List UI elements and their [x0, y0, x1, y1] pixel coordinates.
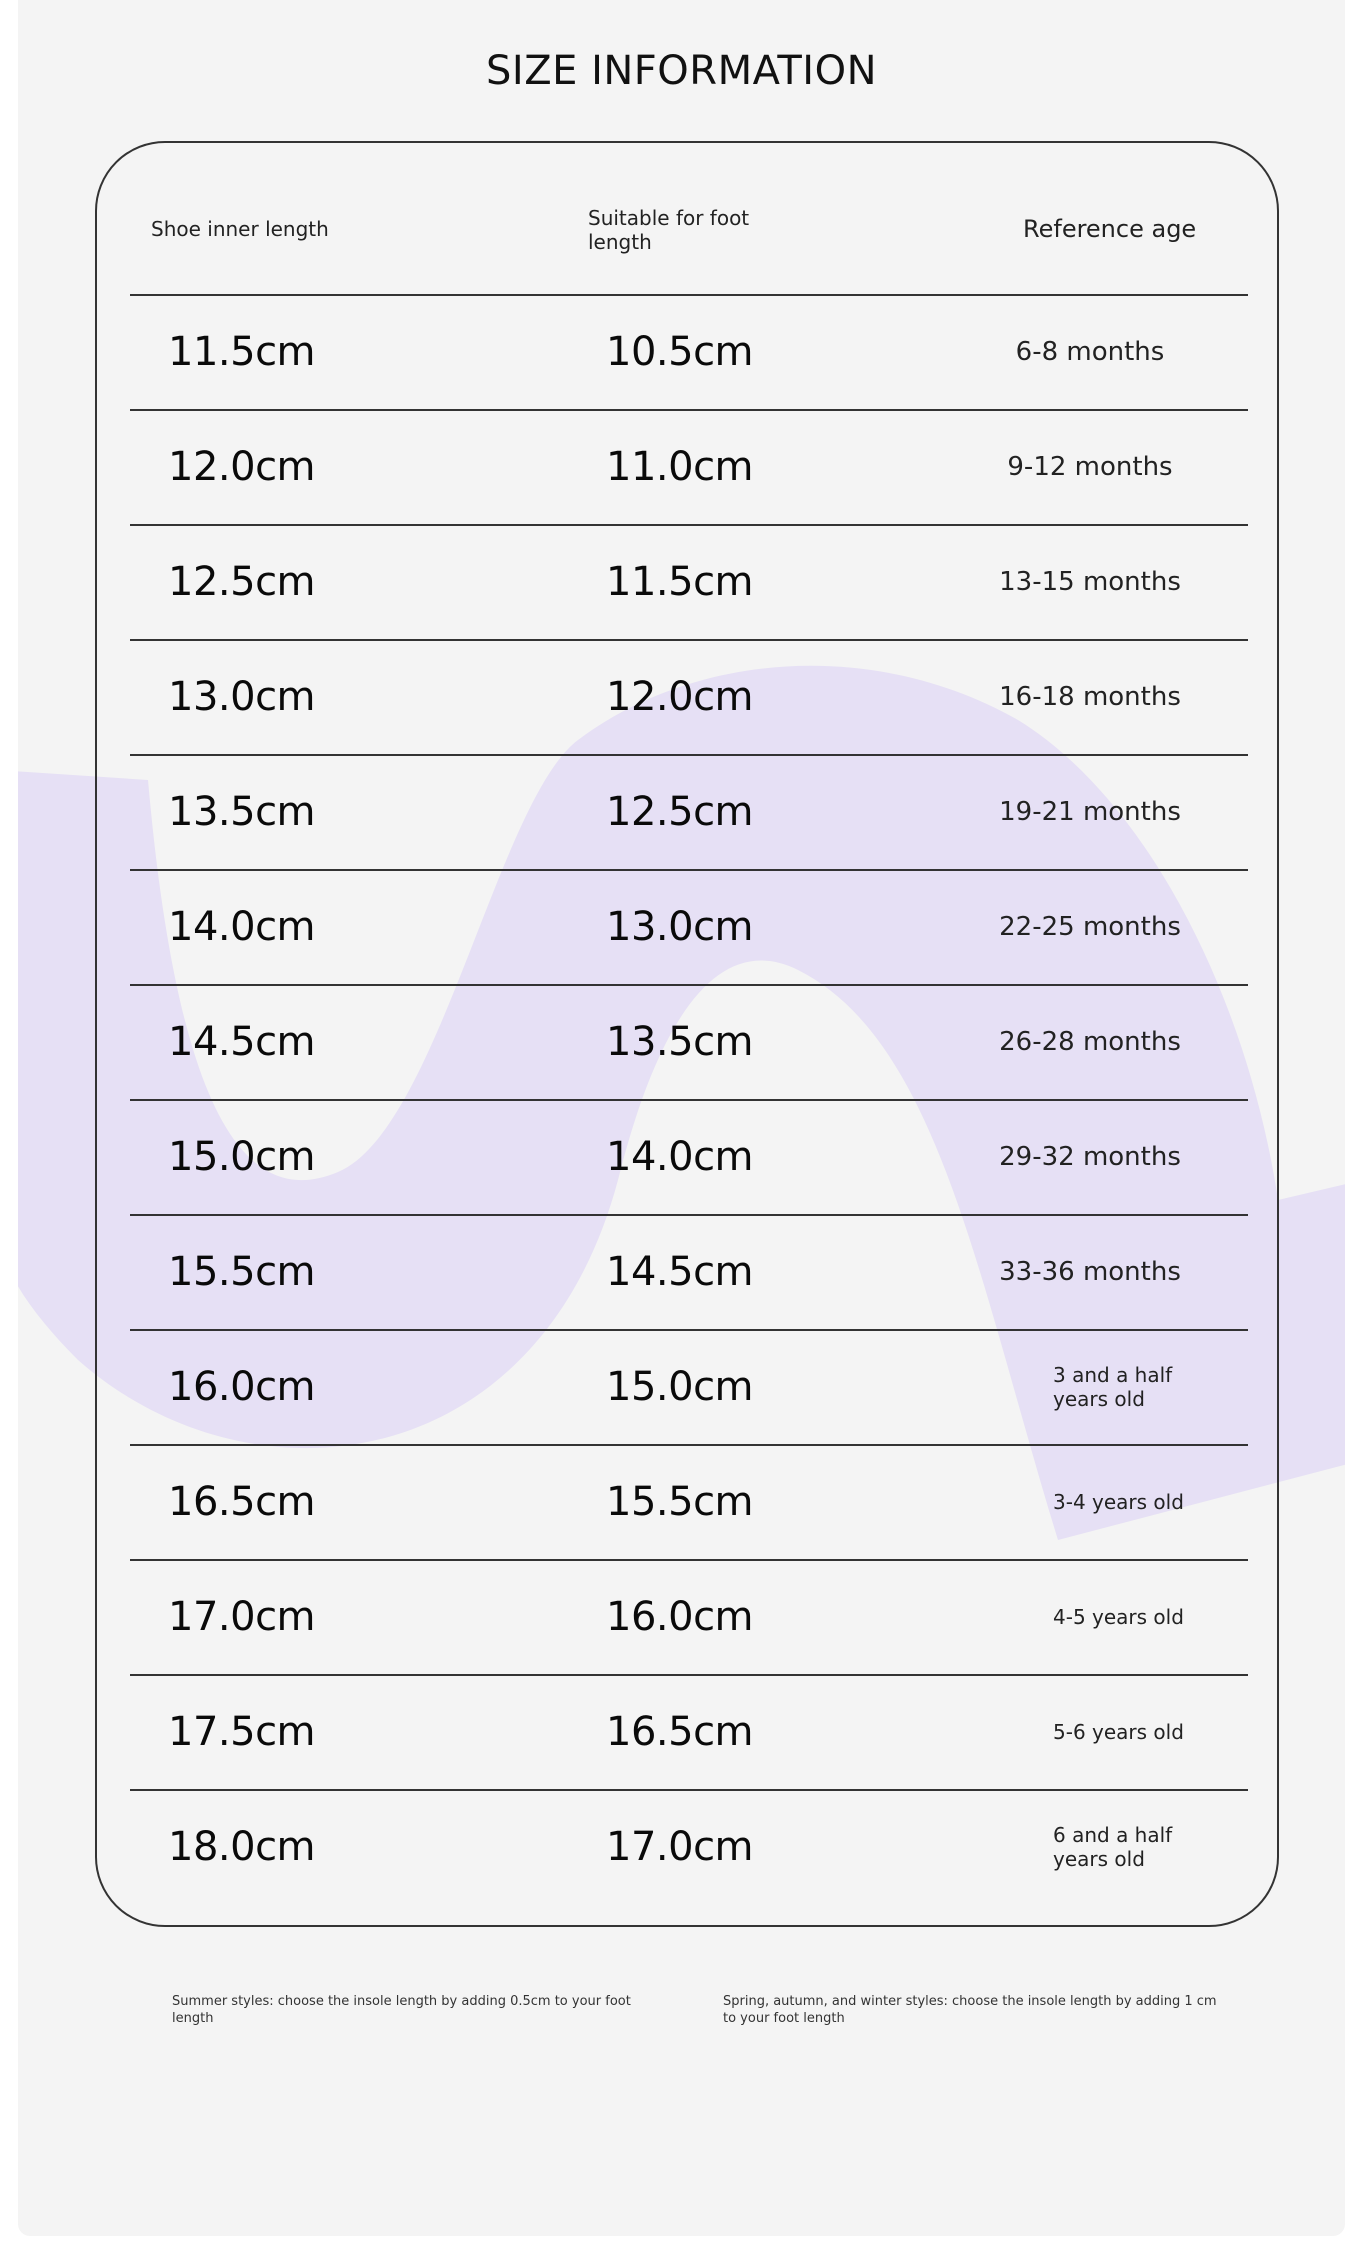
cell-reference-age: 19-21 months: [999, 796, 1181, 827]
table-row: [130, 639, 1248, 754]
header-shoe-inner-length: Shoe inner length: [151, 217, 329, 241]
cell-foot-length: 13.5cm: [606, 1018, 754, 1065]
cell-foot-length: 16.0cm: [606, 1593, 754, 1640]
table-row: [130, 409, 1248, 524]
cell-reference-age: 4-5 years old: [1053, 1604, 1184, 1629]
cell-shoe-inner-length: 15.0cm: [168, 1133, 316, 1180]
table-row: [130, 1674, 1248, 1789]
cell-reference-age: 6 and a half years old: [1053, 1822, 1173, 1871]
cell-foot-length: 12.0cm: [606, 673, 754, 720]
table-row: [130, 1559, 1248, 1674]
cell-foot-length: 11.0cm: [606, 443, 754, 490]
table-row: [130, 869, 1248, 984]
cell-foot-length: 17.0cm: [606, 1823, 754, 1870]
cell-shoe-inner-length: 13.0cm: [168, 673, 316, 720]
cell-foot-length: 14.0cm: [606, 1133, 754, 1180]
cell-foot-length: 13.0cm: [606, 903, 754, 950]
cell-reference-age: 5-6 years old: [1053, 1719, 1184, 1744]
cell-shoe-inner-length: 12.5cm: [168, 558, 316, 605]
page-title: SIZE INFORMATION: [486, 48, 877, 94]
header-foot-length: Suitable for foot length: [588, 206, 750, 254]
header-reference-age: Reference age: [1023, 215, 1197, 243]
cell-shoe-inner-length: 15.5cm: [168, 1248, 316, 1295]
table-row: [130, 984, 1248, 1099]
cell-reference-age: 22-25 months: [999, 911, 1181, 942]
table-row: [130, 524, 1248, 639]
cell-shoe-inner-length: 14.0cm: [168, 903, 316, 950]
cell-foot-length: 12.5cm: [606, 788, 754, 835]
table-row: [130, 1444, 1248, 1559]
cell-reference-age: 3 and a half years old: [1053, 1362, 1173, 1411]
table-row: [130, 1214, 1248, 1329]
cell-reference-age: 9-12 months: [1007, 451, 1173, 482]
cell-foot-length: 16.5cm: [606, 1708, 754, 1755]
note-summer: Summer styles: choose the insole length by adding 0.5cm to your foot length: [172, 1994, 631, 2026]
note-winter: Spring, autumn, and winter styles: choose the insole length by adding 1 cm to your foot length: [723, 1994, 1217, 2026]
table-row: [130, 1329, 1248, 1444]
cell-reference-age: 13-15 months: [999, 566, 1181, 597]
cell-shoe-inner-length: 17.5cm: [168, 1708, 316, 1755]
cell-shoe-inner-length: 14.5cm: [168, 1018, 316, 1065]
cell-shoe-inner-length: 16.0cm: [168, 1363, 316, 1410]
cell-foot-length: 15.0cm: [606, 1363, 754, 1410]
cell-shoe-inner-length: 17.0cm: [168, 1593, 316, 1640]
cell-shoe-inner-length: 18.0cm: [168, 1823, 316, 1870]
cell-reference-age: 26-28 months: [999, 1026, 1181, 1057]
cell-shoe-inner-length: 11.5cm: [168, 328, 316, 375]
cell-reference-age: 16-18 months: [999, 681, 1181, 712]
cell-shoe-inner-length: 12.0cm: [168, 443, 316, 490]
cell-foot-length: 10.5cm: [606, 328, 754, 375]
table-row: [130, 1789, 1248, 1904]
cell-shoe-inner-length: 13.5cm: [168, 788, 316, 835]
cell-foot-length: 11.5cm: [606, 558, 754, 605]
cell-reference-age: 33-36 months: [999, 1256, 1181, 1287]
cell-foot-length: 15.5cm: [606, 1478, 754, 1525]
cell-shoe-inner-length: 16.5cm: [168, 1478, 316, 1525]
cell-foot-length: 14.5cm: [606, 1248, 754, 1295]
cell-reference-age: 6-8 months: [1015, 336, 1165, 367]
table-row: [130, 294, 1248, 409]
table-row: [130, 1099, 1248, 1214]
table-row: [130, 754, 1248, 869]
cell-reference-age: 3-4 years old: [1053, 1489, 1184, 1514]
cell-reference-age: 29-32 months: [999, 1141, 1181, 1172]
